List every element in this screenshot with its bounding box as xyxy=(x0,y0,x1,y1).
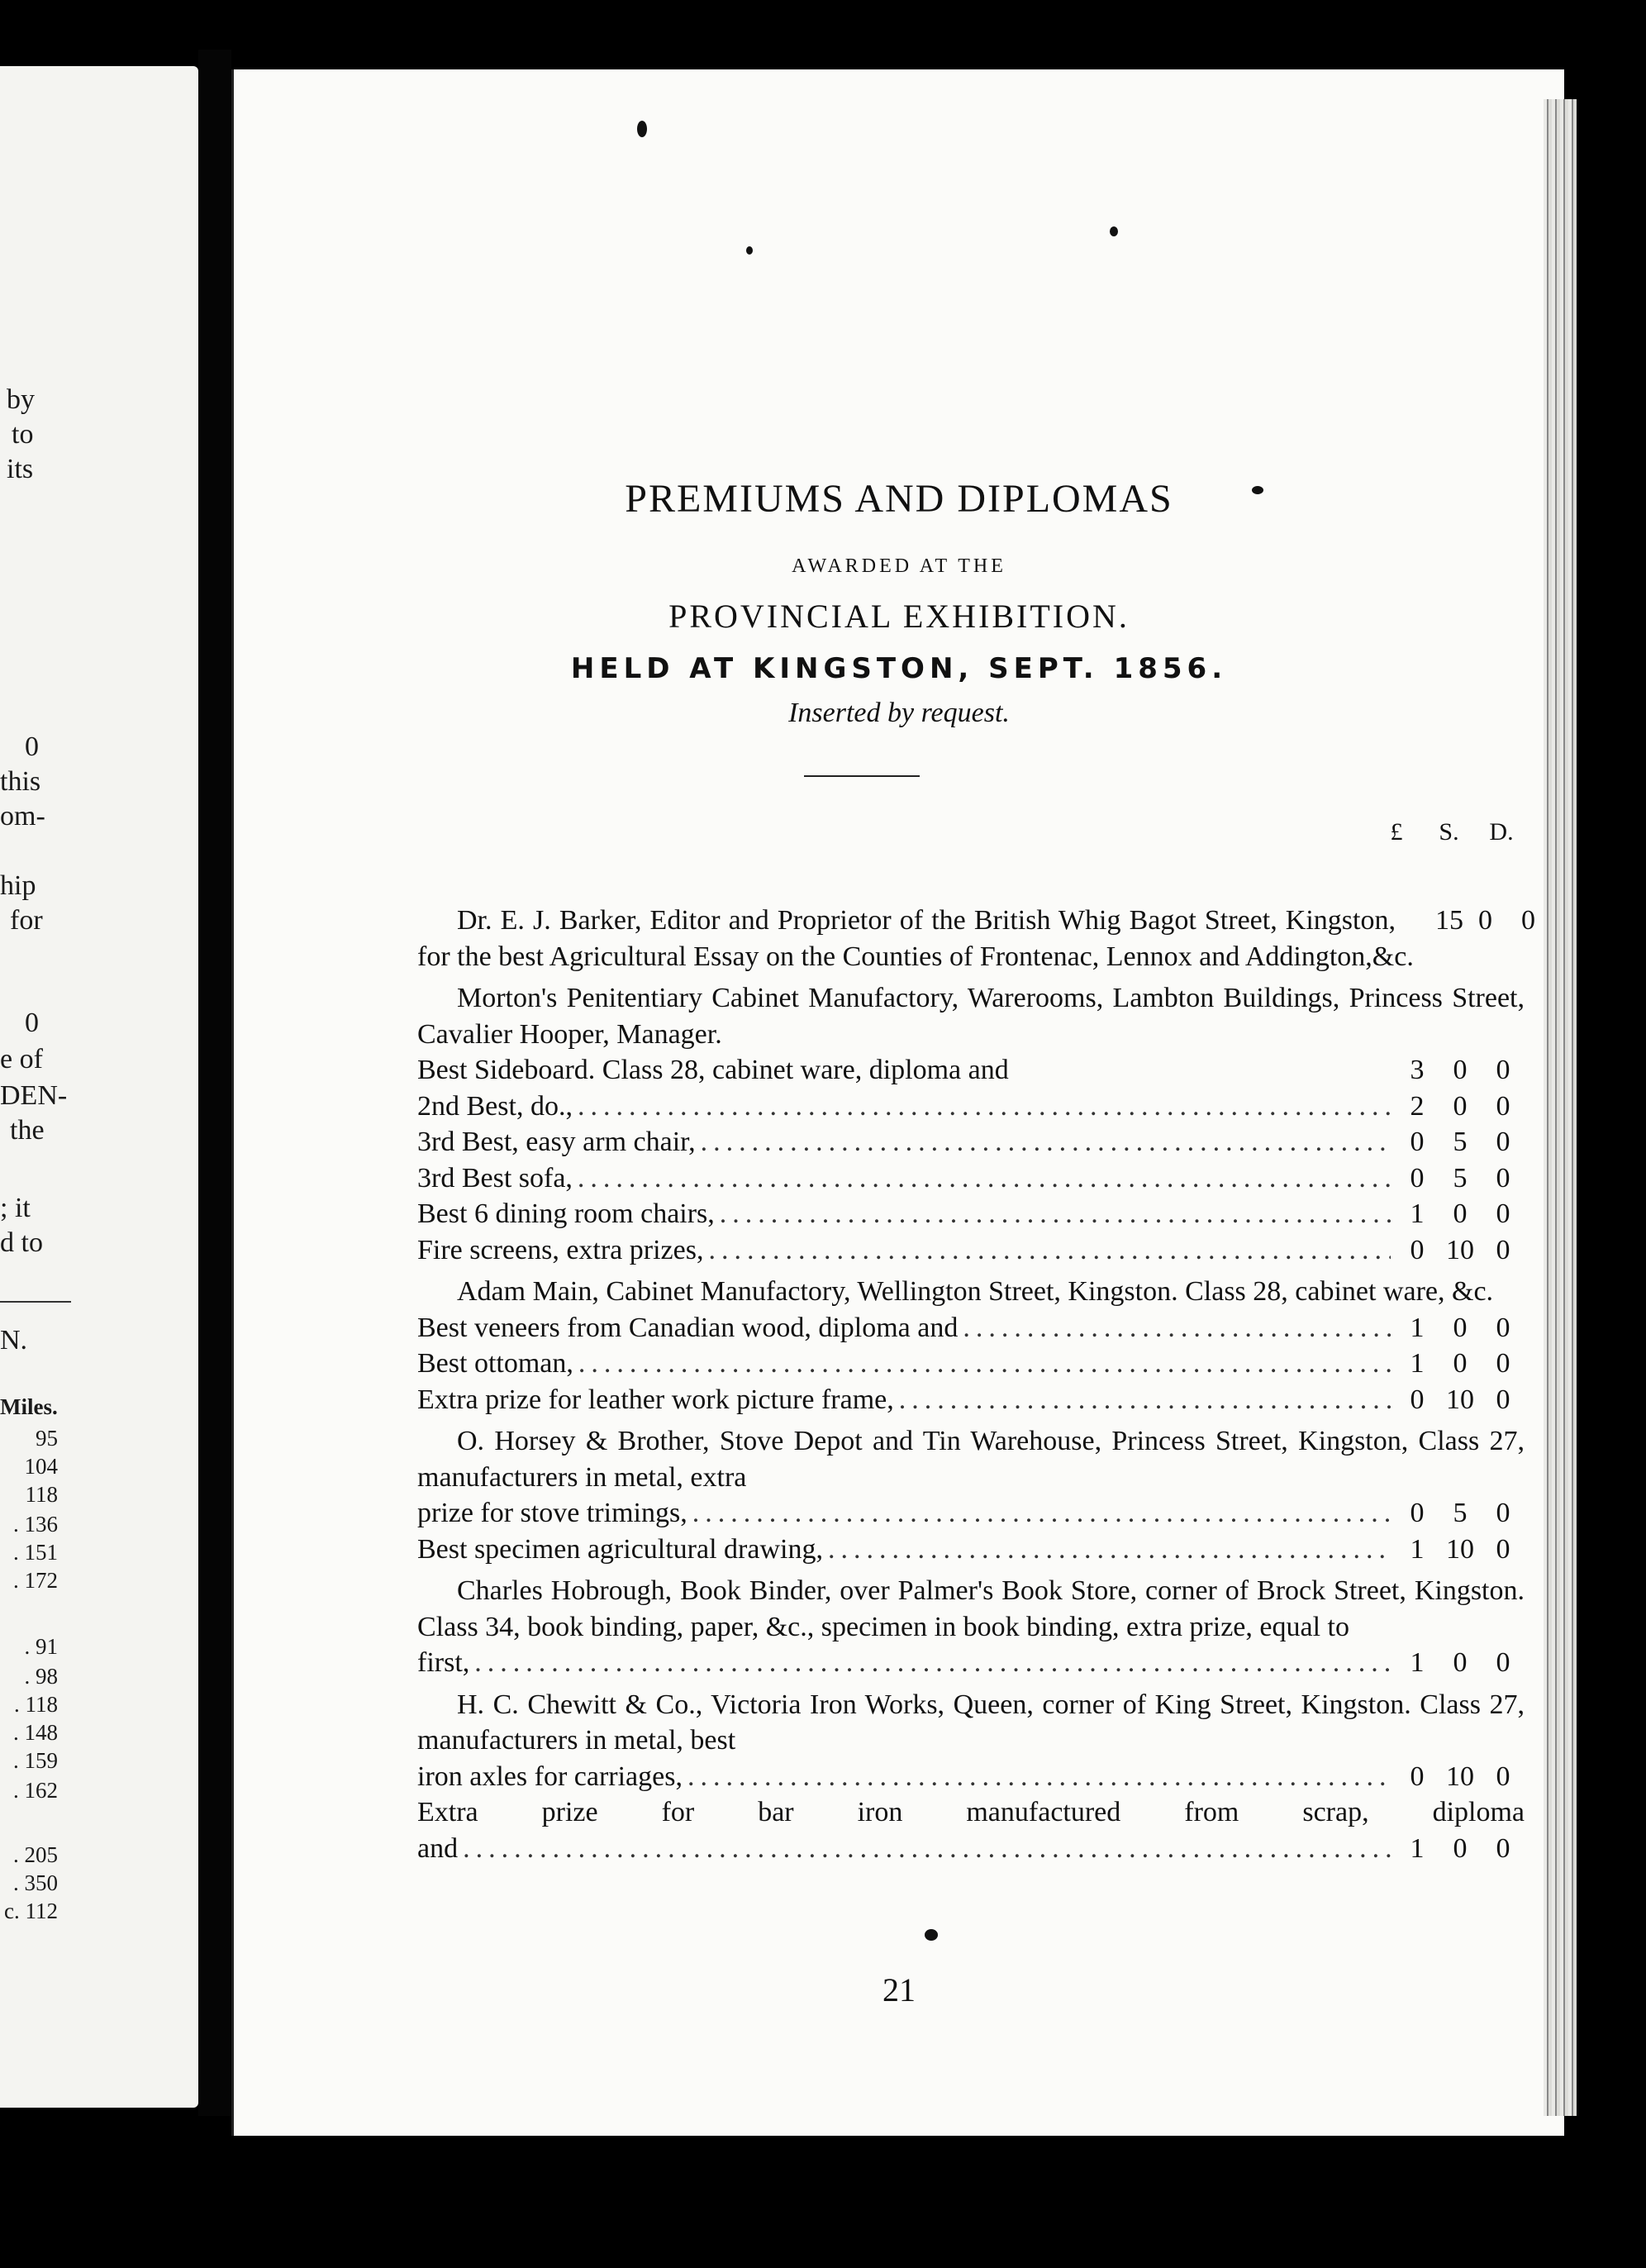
scan-speck xyxy=(1252,486,1263,494)
amount-shillings: 10 xyxy=(1446,1384,1474,1415)
prize-amount xyxy=(1396,1346,1525,1382)
amount-shillings: 10 xyxy=(1446,1533,1474,1565)
amount-shillings: 0 xyxy=(1453,1647,1468,1678)
left-page-fragment: ; it xyxy=(0,1193,31,1223)
premium-entry xyxy=(417,903,1535,974)
pence-label: D. xyxy=(1489,818,1514,846)
amount-pence: 0 xyxy=(1496,1498,1510,1528)
leader-dots xyxy=(692,1495,1391,1532)
left-page-fragment: to xyxy=(12,419,34,450)
amount-shillings: 0 xyxy=(1453,1832,1468,1864)
prize-line xyxy=(417,1124,1525,1160)
amount-shillings: 0 xyxy=(1453,1312,1468,1343)
exhibition-subtitle: PROVINCIAL EXHIBITION. xyxy=(668,598,1130,635)
currency-header xyxy=(1144,818,1525,846)
amount-pence: 0 xyxy=(1496,1384,1510,1415)
left-page-fragment: its xyxy=(7,454,34,484)
entry-text: H. C. Chewitt & Co., Victoria Iron Works, Queen, corner of King Street, Kingston. Class 27, manufacturers in metal, best xyxy=(417,1689,1525,1756)
amount-shillings: 0 xyxy=(1453,1348,1468,1379)
prize-amount xyxy=(1396,1831,1525,1867)
amount-pence: 0 xyxy=(1521,905,1535,936)
amount-pence: 0 xyxy=(1496,1761,1510,1792)
scan-speck xyxy=(637,121,647,137)
left-page-fragment: om- xyxy=(0,801,45,831)
leader-dots xyxy=(474,1645,1391,1681)
binding-gutter xyxy=(198,50,231,2116)
miles-value: . 205 xyxy=(13,1842,58,1867)
prize-description: and xyxy=(417,1832,459,1864)
amount-shillings: 5 xyxy=(1453,1162,1468,1194)
left-page-fragment: hip xyxy=(0,870,36,901)
left-page-fragment: DEN- xyxy=(0,1080,68,1111)
left-page-fragment: this xyxy=(0,766,41,797)
page-number: 21 xyxy=(882,1971,916,2008)
amount-pounds: 1 xyxy=(1410,1312,1425,1343)
amount-pounds: 0 xyxy=(1410,1234,1425,1265)
prize-description: Best 6 dining room chairs, xyxy=(417,1198,715,1229)
prize-amount xyxy=(1396,1495,1525,1532)
premium-entry xyxy=(417,1573,1525,1681)
prize-line xyxy=(417,1346,1525,1382)
prize-amount xyxy=(1396,1532,1525,1568)
amount-shillings: 10 xyxy=(1446,1761,1474,1792)
prize-line xyxy=(417,1052,1525,1089)
amount-pence: 0 xyxy=(1496,1647,1510,1678)
amount-pounds: 3 xyxy=(1410,1055,1425,1085)
left-facing-page xyxy=(0,66,198,2108)
entry-text: O. Horsey & Brother, Stove Depot and Tin Warehouse, Princess Street, Kingston, Class 27, manufacturers in metal, extra xyxy=(417,1426,1525,1493)
premium-entry xyxy=(417,1423,1525,1567)
left-page-fragment: d to xyxy=(0,1227,43,1258)
amount-shillings: 5 xyxy=(1453,1127,1468,1157)
miles-value: 118 xyxy=(25,1482,58,1507)
prize-line xyxy=(417,1089,1525,1125)
prize-amount xyxy=(1396,1232,1525,1269)
leader-dots xyxy=(578,1089,1391,1125)
premium-entry xyxy=(417,980,1525,1268)
amount-pence: 0 xyxy=(1496,1312,1510,1343)
prize-line xyxy=(417,1495,1525,1532)
miles-value: . 162 xyxy=(13,1778,58,1803)
entry-text: Dr. E. J. Barker, Editor and Proprietor of the British Whig Bagot Street, Kingston, for the best Agricultural Essay on the Counties of Frontenac, Lennox and Addington,&c. xyxy=(417,905,1414,972)
amount-pounds: 2 xyxy=(1410,1090,1425,1122)
prize-amount xyxy=(1396,1759,1525,1795)
amount-pence: 0 xyxy=(1496,1348,1510,1379)
prize-description: Best veneers from Canadian wood, diploma and xyxy=(417,1312,959,1343)
amount-pence: 0 xyxy=(1496,1055,1510,1085)
leader-dots xyxy=(687,1759,1391,1795)
prize-amount xyxy=(1396,1124,1525,1160)
prize-line xyxy=(417,1160,1525,1197)
prize-line xyxy=(417,1831,1525,1867)
left-page-fragment: by xyxy=(7,384,35,415)
amount-pounds: 0 xyxy=(1410,1127,1425,1157)
entry-text: Adam Main, Cabinet Manufactory, Wellington Street, Kingston. Class 28, cabinet ware, &c. xyxy=(457,1276,1494,1307)
amount-pence: 0 xyxy=(1496,1234,1510,1265)
miles-value: . 118 xyxy=(14,1692,58,1717)
amount-pence: 0 xyxy=(1496,1127,1510,1157)
document-page xyxy=(231,69,1564,2136)
leader-dots xyxy=(578,1346,1391,1382)
page-edge-stack xyxy=(1544,99,1577,2116)
prize-description: Best ottoman, xyxy=(417,1348,573,1379)
amount-pounds: 1 xyxy=(1410,1533,1425,1565)
miles-value: . 350 xyxy=(13,1870,58,1895)
held-at-line: HELD AT KINGSTON, SEPT. 1856. xyxy=(570,652,1228,685)
scan-speck xyxy=(746,246,753,255)
entry-description xyxy=(417,1274,1525,1310)
amount-pounds: 1 xyxy=(1410,1348,1425,1379)
prize-description: Fire screens, extra prizes, xyxy=(417,1234,704,1265)
left-page-rule xyxy=(0,1301,71,1303)
entry-text: Morton's Penitentiary Cabinet Manufactory, Warerooms, Lambton Buildings, Princess Street, Cavalier Hooper, Manager. xyxy=(417,983,1525,1050)
amount-shillings: 5 xyxy=(1453,1498,1468,1528)
scan-speck xyxy=(1110,226,1118,236)
left-page-fragment: for xyxy=(10,905,43,936)
prize-amount xyxy=(1396,1052,1525,1089)
miles-value: . 151 xyxy=(13,1540,58,1565)
amount-pence: 0 xyxy=(1496,1090,1510,1122)
amount-pence: 0 xyxy=(1496,1832,1510,1864)
miles-value: c. 112 xyxy=(4,1899,58,1923)
amount-pence: 0 xyxy=(1496,1198,1510,1229)
entry-description xyxy=(417,1573,1525,1645)
miles-value: 95 xyxy=(36,1426,58,1451)
prize-amount xyxy=(1396,1160,1525,1197)
left-page-fragment: the xyxy=(10,1115,45,1146)
prize-description: Best specimen agricultural drawing, xyxy=(417,1533,823,1565)
leader-dots xyxy=(578,1160,1391,1197)
awarded-subtitle: AWARDED AT THE xyxy=(792,555,1006,577)
miles-value: . 172 xyxy=(13,1568,58,1593)
entry-description xyxy=(417,1687,1525,1759)
miles-value: . 98 xyxy=(24,1664,58,1689)
amount-pounds: 1 xyxy=(1410,1647,1425,1678)
prize-description: Best Sideboard. Class 28, cabinet ware, diploma and xyxy=(417,1055,1009,1085)
miles-value: . 91 xyxy=(24,1634,58,1659)
amount-pounds: 1 xyxy=(1410,1832,1425,1864)
leader-dots xyxy=(708,1232,1391,1269)
left-page-fragment: N. xyxy=(0,1325,28,1356)
amount-shillings: 0 xyxy=(1453,1090,1468,1122)
amount-pounds: 0 xyxy=(1410,1761,1425,1792)
prize-description: first, xyxy=(417,1647,470,1678)
prize-description: Extra prize for bar iron manufactured from scrap, diploma xyxy=(417,1797,1525,1827)
inserted-by-request: Inserted by request. xyxy=(788,698,1010,728)
left-page-fragment: 0 xyxy=(25,731,39,762)
amount-shillings: 0 xyxy=(1453,1055,1468,1085)
left-page-fragment: e of xyxy=(0,1044,43,1074)
leader-dots xyxy=(899,1382,1391,1418)
amount-pounds: 1 xyxy=(1410,1198,1425,1229)
entry-description xyxy=(417,1423,1525,1495)
miles-value: . 159 xyxy=(13,1748,58,1773)
amount-pounds: 0 xyxy=(1410,1384,1425,1415)
prize-amount xyxy=(1396,1645,1525,1681)
left-page-fragment: 0 xyxy=(25,1008,39,1038)
amount-pounds: 0 xyxy=(1410,1162,1425,1194)
amount-shillings: 0 xyxy=(1478,905,1492,936)
prize-line xyxy=(417,1310,1525,1346)
prize-amount xyxy=(1396,1089,1525,1125)
amount-pounds: 15 xyxy=(1435,905,1463,936)
prize-amount xyxy=(1396,1310,1525,1346)
prize-line xyxy=(417,1196,1525,1232)
prize-amount xyxy=(1396,1196,1525,1232)
miles-value: . 148 xyxy=(13,1720,58,1745)
premium-entry xyxy=(417,1274,1525,1418)
entry-description xyxy=(417,903,1535,974)
prize-line xyxy=(417,1645,1525,1681)
amount-shillings: 10 xyxy=(1446,1234,1474,1265)
prize-description: 3rd Best sofa, xyxy=(417,1162,573,1194)
miles-value: 104 xyxy=(24,1454,58,1479)
premium-entry xyxy=(417,1687,1525,1867)
entry-text: Charles Hobrough, Book Binder, over Palmer's Book Store, corner of Brock Street, Kingston. Class 34, book binding, paper, &c., specimen in book binding, extra prize, equal to xyxy=(417,1575,1525,1642)
premium-list xyxy=(417,903,1535,1872)
prize-description: 2nd Best, do., xyxy=(417,1090,573,1122)
leader-dots xyxy=(720,1196,1391,1232)
amount-pounds: 0 xyxy=(1410,1498,1425,1528)
miles-value: . 136 xyxy=(13,1512,58,1537)
entry-description xyxy=(417,980,1525,1052)
prize-line xyxy=(417,1532,1525,1568)
amount-shillings: 0 xyxy=(1453,1198,1468,1229)
header-rule xyxy=(804,775,920,777)
leader-dots xyxy=(463,1831,1391,1867)
prize-description: 3rd Best, easy arm chair, xyxy=(417,1127,696,1157)
prize-line xyxy=(417,1232,1525,1269)
prize-amount xyxy=(1396,1382,1525,1418)
miles-header: Miles. xyxy=(0,1394,58,1419)
prize-description: Extra prize for leather work picture frame, xyxy=(417,1384,894,1415)
prize-line xyxy=(417,1794,1525,1831)
prize-description: prize for stove trimings, xyxy=(417,1498,687,1528)
prize-description: iron axles for carriages, xyxy=(417,1761,683,1792)
leader-dots xyxy=(701,1124,1391,1160)
leader-dots xyxy=(963,1310,1391,1346)
scan-speck xyxy=(925,1929,938,1941)
prize-line xyxy=(417,1382,1525,1418)
prize-line xyxy=(417,1759,1525,1795)
entry-amount xyxy=(1396,903,1535,939)
page-title: PREMIUMS AND DIPLOMAS xyxy=(625,477,1173,521)
leader-dots xyxy=(828,1532,1391,1568)
amount-pence: 0 xyxy=(1496,1162,1510,1194)
pounds-label: £ xyxy=(1390,818,1403,846)
shillings-label: S. xyxy=(1439,818,1459,846)
amount-pence: 0 xyxy=(1496,1533,1510,1565)
